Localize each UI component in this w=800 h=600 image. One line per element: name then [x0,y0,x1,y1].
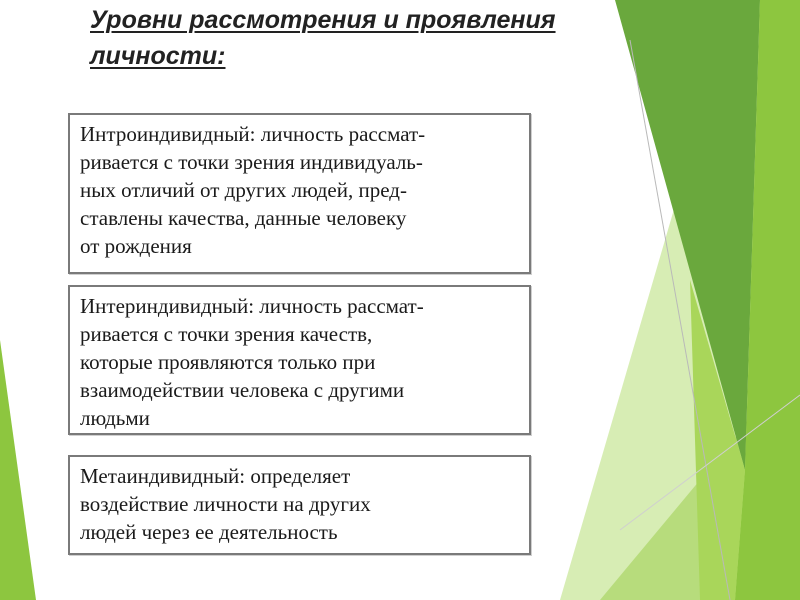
box-text-line: которые проявляются только при [80,350,376,374]
box-text-line: Интроиндивидный: личность рассмат- [80,122,426,146]
box-text-line: взаимодействии человека с другими [80,378,405,402]
text-box-interindividual [68,285,531,435]
title-line: Уровни рассмотрения и проявления [90,6,556,34]
box-text-line: Метаиндивидный: определяет [80,464,351,488]
box-text-line: ривается с точки зрения индивидуаль- [80,150,423,174]
box-text-line: Интериндивидный: личность рассмат- [80,294,424,318]
box-text-line: ставлены качества, данные человеку [80,206,407,230]
text-box-metaindividual [68,455,531,555]
slide-title [90,2,650,74]
box-text-line: ривается с точки зрения качеств, [80,322,373,346]
box-text-line: воздействие личности на других [80,492,371,516]
box-text-line: ных отличий от других людей, пред- [80,178,407,202]
box-text-line: людьми [80,406,150,430]
left-green-shape [0,340,36,600]
box-text-line: людей через ее деятельность [80,520,338,544]
text-box-introindividual [68,113,531,274]
title-line: личности: [90,42,226,70]
box-text-line: от рождения [80,234,192,258]
